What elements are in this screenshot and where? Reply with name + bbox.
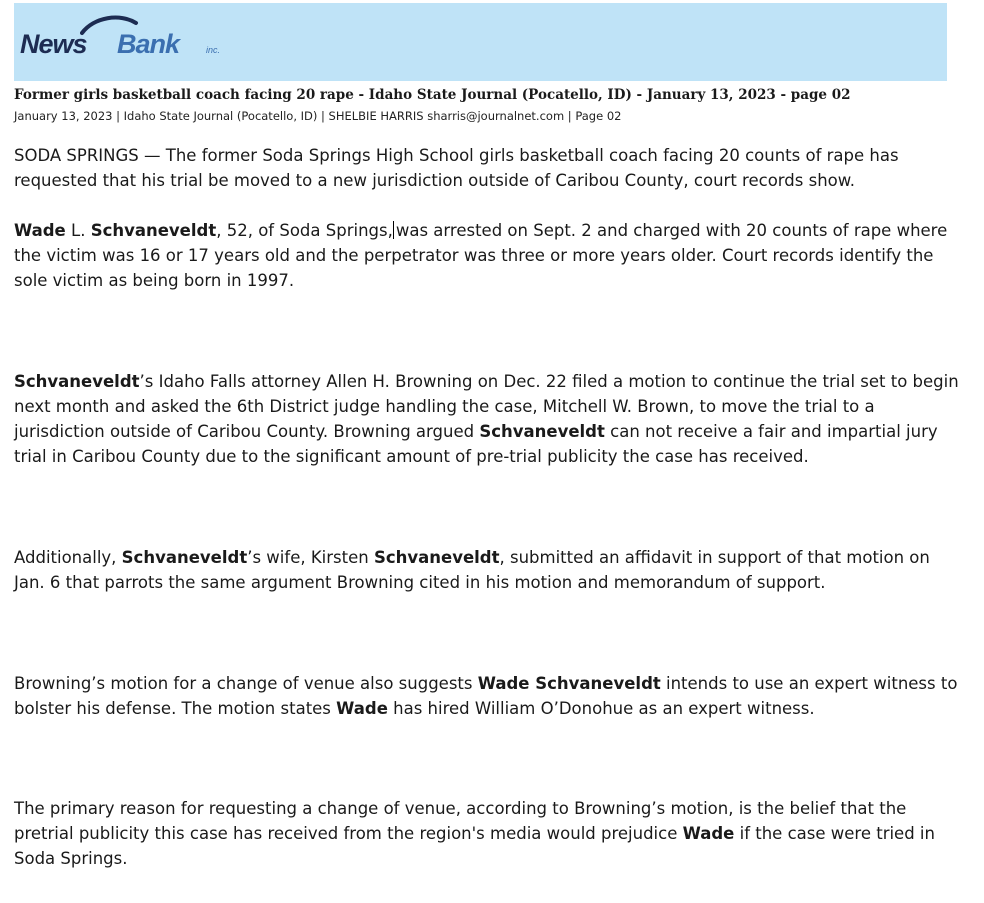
highlight-term: Wade <box>14 221 66 240</box>
article-meta: January 13, 2023 | Idaho State Journal (Pocatello, ID) | SHELBIE HARRIS sharris@journalnet.com | Page 02 <box>14 109 622 123</box>
text-span: if the case were tried in Soda Springs. <box>14 824 935 868</box>
newsbank-header-banner <box>14 3 947 81</box>
highlight-term: Schvaneveldt <box>373 548 500 567</box>
text-span: , 52, of Soda Springs, <box>216 221 393 240</box>
paragraph-3 <box>14 369 959 469</box>
text-span: ’s wife, Kirsten <box>247 548 374 567</box>
text-span: can not receive a fair and impartial jury trial in Caribou County due to the significant amount of pre-trial publicity the case has received. <box>14 422 938 466</box>
newsbank-logo[interactable] <box>18 13 238 63</box>
highlight-term: Wade <box>682 824 735 843</box>
highlight-term: Schvaneveldt <box>14 372 140 391</box>
paragraph-1: SODA SPRINGS — The former Soda Springs High School girls basketball coach facing 20 counts of rape has requested that his trial be moved to a new jurisdiction outside of Caribou County, court records show. <box>14 146 899 190</box>
logo-text-news: News <box>20 29 87 59</box>
logo-text-inc: inc. <box>206 45 221 55</box>
paragraph-6 <box>14 796 959 871</box>
text-span: was arrested on Sept. 2 and charged with 20 counts of rape where the victim was 16 or 17 years old and the perpetrator was three or more years older. Court records identify the sole victim as being born in 1997. <box>14 221 948 290</box>
text-span: has hired William O’Donohue as an expert witness. <box>387 699 815 718</box>
paragraph-4 <box>14 545 959 595</box>
highlight-term: Schvaneveldt <box>121 548 248 567</box>
paragraph-2 <box>14 218 959 293</box>
highlight-term: Wade Schvaneveldt <box>477 674 661 693</box>
text-span: ’s Idaho Falls attorney Allen H. Browning on Dec. 22 filed a motion to continue the trial set to begin next month and asked the 6th District judge handling the case, Mitchell W. Brown, to move the trial to a jurisdiction outside of Caribou County. Browning argued <box>14 372 959 441</box>
paragraph-5 <box>14 671 959 721</box>
text-span: The primary reason for requesting a change of venue, according to Browning’s motion, is the belief that the pretrial publicity this case has received from the region's media would prejudice <box>14 799 907 843</box>
text-cursor <box>393 221 394 239</box>
text-span: L. <box>65 221 91 240</box>
text-span: intends to use an expert witness to bolster his defense. The motion states <box>14 674 958 718</box>
article-headline: Former girls basketball coach facing 20 rape - Idaho State Journal (Pocatello, ID) - January 13, 2023 - page 02 <box>14 87 851 103</box>
highlight-term: Schvaneveldt <box>479 422 605 441</box>
logo-text-bank: Bank <box>117 29 180 59</box>
text-span: , submitted an affidavit in support of that motion on Jan. 6 that parrots the same argument Browning cited in his motion and memorandum of support. <box>14 548 930 592</box>
highlight-term: Wade <box>336 699 388 718</box>
text-span: Browning’s motion for a change of venue also suggests <box>14 674 478 693</box>
text-span: Additionally, <box>14 548 122 567</box>
highlight-term: Schvaneveldt <box>90 221 217 240</box>
